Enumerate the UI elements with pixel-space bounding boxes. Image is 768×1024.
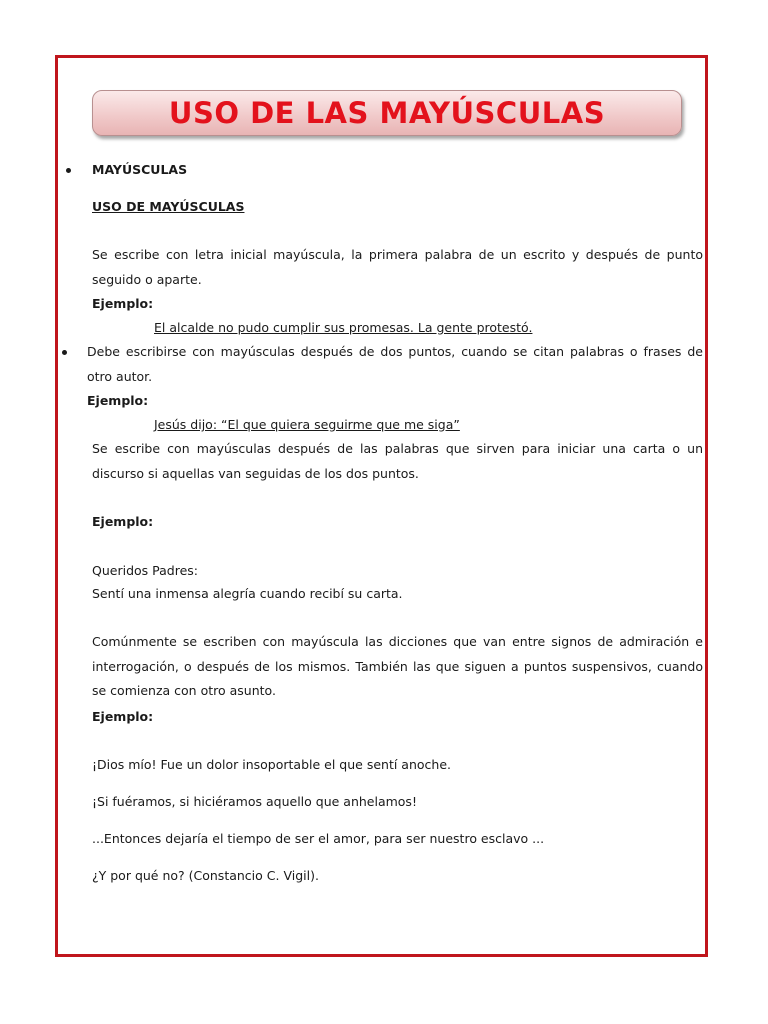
rule3-text: Se escribe con mayúsculas después de las palabras que sirven para iniciar una carta o un discurso si aquellas van seguidas de los dos puntos.	[92, 441, 703, 481]
rule2-text: Debe escribirse con mayúsculas después de dos puntos, cuando se citan palabras o frases de otro autor.	[87, 344, 703, 384]
rule3-example-label: Ejemplo:	[92, 514, 154, 529]
title-banner	[92, 90, 682, 136]
bullet-icon	[62, 350, 67, 355]
rule4-example: ¡Dios mío! Fue un dolor insoportable el que sentí anoche.	[92, 757, 451, 772]
rule2-example: Jesús dijo: “El que quiera seguirme que me siga”	[154, 417, 460, 432]
subheading: USO DE MAYÚSCULAS	[92, 199, 245, 214]
page-title: USO DE LAS MAYÚSCULAS	[168, 96, 606, 130]
rule4-example: ...Entonces dejaría el tiempo de ser el amor, para ser nuestro esclavo ...	[92, 831, 545, 846]
rule4-example: ¡Si fuéramos, si hiciéramos aquello que anhelamos!	[92, 794, 417, 809]
rule1-example-label: Ejemplo:	[92, 296, 154, 311]
rule4-text: Comúnmente se escriben con mayúscula las dicciones que van entre signos de admiración e interrogación, o después de los mismos. También las que siguen a puntos suspensivos, cuando se comienza con otro asunto.	[92, 634, 703, 698]
rule4-example: ¿Y por qué no? (Constancio C. Vigil).	[92, 868, 319, 883]
page-border	[55, 55, 708, 957]
rule3-example-line1: Queridos Padres:	[92, 563, 198, 578]
rule2-example-label: Ejemplo:	[87, 393, 149, 408]
rule1-example: El alcalde no pudo cumplir sus promesas. La gente protestó.	[154, 320, 533, 335]
bullet-icon	[66, 168, 71, 173]
rule1-text: Se escribe con letra inicial mayúscula, la primera palabra de un escrito y después de punto seguido o aparte.	[92, 247, 703, 287]
section-heading: MAYÚSCULAS	[92, 162, 188, 177]
rule4-example-label: Ejemplo:	[92, 709, 154, 724]
rule3-example-line2: Sentí una inmensa alegría cuando recibí su carta.	[92, 586, 403, 601]
